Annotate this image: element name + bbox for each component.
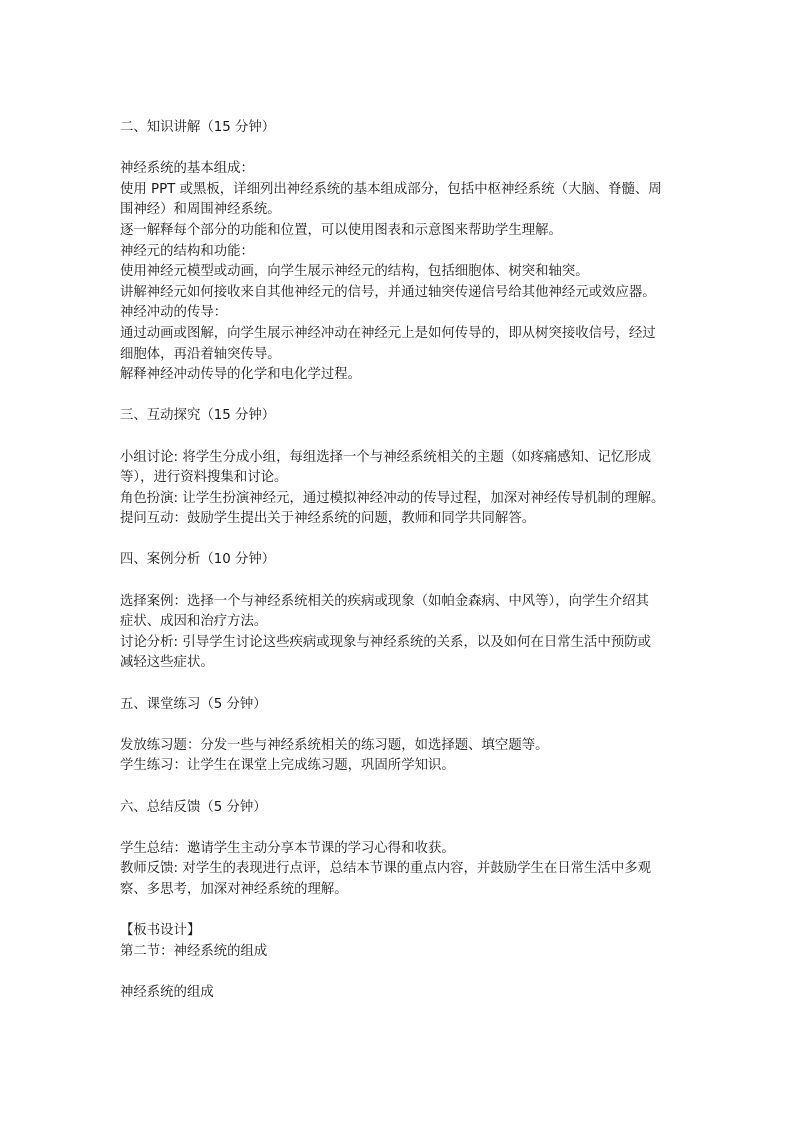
paragraph-line: 提问互动：鼓励学生提出关于神经系统的问题，教师和同学共同解答。	[120, 511, 536, 527]
blank-line	[120, 818, 680, 839]
blank-line	[120, 715, 680, 736]
board-topic: 神经系统的组成	[120, 984, 214, 1000]
paragraph-line: 察、多思考，加深对神经系统的理解。	[120, 881, 348, 897]
paragraph-line: 使用神经元模型或动画，向学生展示神经元的结构，包括细胞体、树突和轴突。	[120, 264, 589, 280]
blank-line	[120, 901, 680, 922]
section-heading-case: 四、案例分析（10 分钟）	[120, 552, 276, 568]
paragraph-line: 学生练习：让学生在课堂上完成练习题，巩固所学知识。	[120, 758, 455, 774]
paragraph-line: 选择案例：选择一个与神经系统相关的疾病或现象（如帕金森病、中风等），向学生介绍其	[120, 593, 649, 609]
paragraph-line: 讲解神经元如何接收来自其他神经元的信号，并通过轴突传递信号给其他神经元或效应器。	[120, 284, 656, 300]
section-heading-summary: 六、总结反馈（5 分钟）	[120, 799, 267, 815]
paragraph-line: 角色扮演: 让学生扮演神经元，通过模拟神经冲动的传导过程，加深对神经传导机制的理解。	[120, 490, 665, 506]
paragraph-line: 症状、成因和治疗方法。	[120, 614, 268, 630]
blank-line	[120, 962, 680, 983]
blank-line	[120, 139, 680, 160]
paragraph-line: 通过动画或图解，向学生展示神经冲动在神经元上是如何传导的，即从树突接收信号，经过	[120, 325, 656, 341]
paragraph-line: 逐一解释每个部分的功能和位置，可以使用图表和示意图来帮助学生理解。	[120, 222, 562, 238]
blank-line	[120, 674, 680, 695]
paragraph-line: 解释神经冲动传导的化学和电化学过程。	[120, 367, 362, 383]
paragraph-line: 小组讨论: 将学生分成小组，每组选择一个与神经系统相关的主题（如疼痛感知、记忆形成	[120, 449, 651, 465]
paragraph-line: 等），进行资料搜集和讨论。	[120, 470, 288, 486]
paragraph-line: 讨论分析: 引导学生讨论这些疾病或现象与神经系统的关系，以及如何在日常生活中预防或	[120, 634, 651, 650]
document-body	[120, 118, 680, 1004]
paragraph-line: 神经冲动的传导：	[120, 305, 228, 321]
board-subtitle: 第二节：神经系统的组成	[120, 943, 268, 959]
section-heading-interactive: 三、互动探究（15 分钟）	[120, 408, 276, 424]
paragraph-line: 减轻这些症状。	[120, 655, 214, 671]
blank-line	[120, 427, 680, 448]
section-heading-knowledge: 二、知识讲解（15 分钟）	[120, 120, 276, 135]
paragraph-line: 使用 PPT 或黑板，详细列出神经系统的基本组成部分，包括中枢神经系统（大脑、脊髓、周	[120, 181, 662, 197]
paragraph-line: 发放练习题：分发一些与神经系统相关的练习题，如选择题、填空题等。	[120, 737, 549, 753]
paragraph-line: 学生总结：邀请学生主动分享本节课的学习心得和收获。	[120, 840, 455, 856]
paragraph-line: 围神经）和周围神经系统。	[120, 202, 281, 218]
paragraph-line: 神经元的结构和功能：	[120, 243, 254, 259]
board-design-heading: 【板书设计】	[120, 923, 201, 939]
blank-line	[120, 386, 680, 407]
paragraph-line: 细胞体，再沿着轴突传导。	[120, 346, 281, 362]
blank-line	[120, 777, 680, 798]
section-heading-practice: 五、课堂练习（5 分钟）	[120, 696, 267, 712]
blank-line	[120, 530, 680, 551]
paragraph-line: 神经系统的基本组成：	[120, 161, 254, 177]
blank-line	[120, 571, 680, 592]
paragraph-line: 教师反馈: 对学生的表现进行点评，总结本节课的重点内容，并鼓励学生在日常生活中多观	[120, 861, 651, 877]
